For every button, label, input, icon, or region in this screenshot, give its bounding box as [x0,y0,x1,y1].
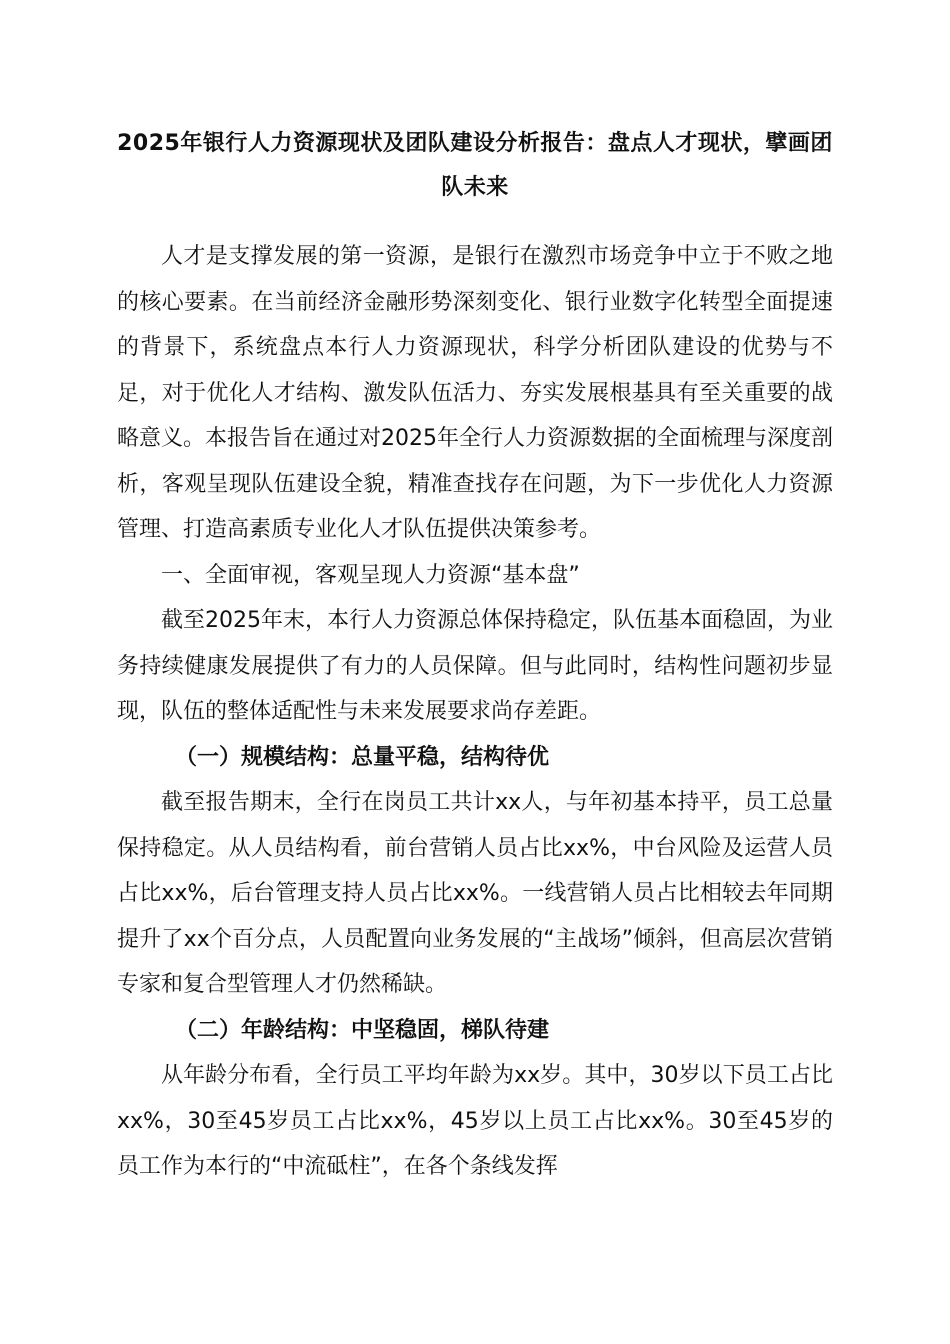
document-page [117,122,833,1190]
document-title: 2025年银行人力资源现状及团队建设分析报告：盘点人才现状，擘画团队未来 [117,131,833,200]
subsection-2-heading: （二）年龄结构：中坚稳固，梯队待建 [175,1017,550,1043]
subsection-2-paragraph: 从年龄分布看，全行员工平均年龄为xx岁。其中，30岁以下员工占比xx%，30至45岁员工占比xx%，45岁以上员工占比xx%。30至45岁的员工作为本行的“中流砥柱”，在各个条线发挥 [117,1063,833,1179]
subsection-1-paragraph: 截至报告期末，全行在岗员工共计xx人，与年初基本持平，员工总量保持稳定。从人员结构看，前台营销人员占比xx%，中台风险及运营人员占比xx%，后台管理支持人员占比xx%。一线营销人员占比相较去年同期提升了xx个百分点，人员配置向业务发展的“主战场”倾斜，但高层次营销专家和复合型管理人才仍然稀缺。 [117,790,833,997]
subsection-1-heading: （一）规模结构：总量平稳，结构待优 [175,744,550,770]
section-1-paragraph: 截至2025年末，本行人力资源总体保持稳定，队伍基本面稳固，为业务持续健康发展提供了有力的人员保障。但与此同时，结构性问题初步显现，队伍的整体适配性与未来发展要求尚存差距。 [117,608,833,724]
intro-paragraph: 人才是支撑发展的第一资源，是银行在激烈市场竞争中立于不败之地的核心要素。在当前经济金融形势深刻变化、银行业数字化转型全面提速的背景下，系统盘点本行人力资源现状，科学分析团队建设的优势与不足，对于优化人才结构、激发队伍活力、夯实发展根基具有至关重要的战略意义。本报告旨在通过对2025年全行人力资源数据的全面梳理与深度剖析，客观呈现队伍建设全貌，精准查找存在问题，为下一步优化人力资源管理、打造高素质专业化人才队伍提供决策参考。 [117,244,833,542]
section-1-heading: 一、全面审视，客观呈现人力资源“基本盘” [161,562,580,588]
